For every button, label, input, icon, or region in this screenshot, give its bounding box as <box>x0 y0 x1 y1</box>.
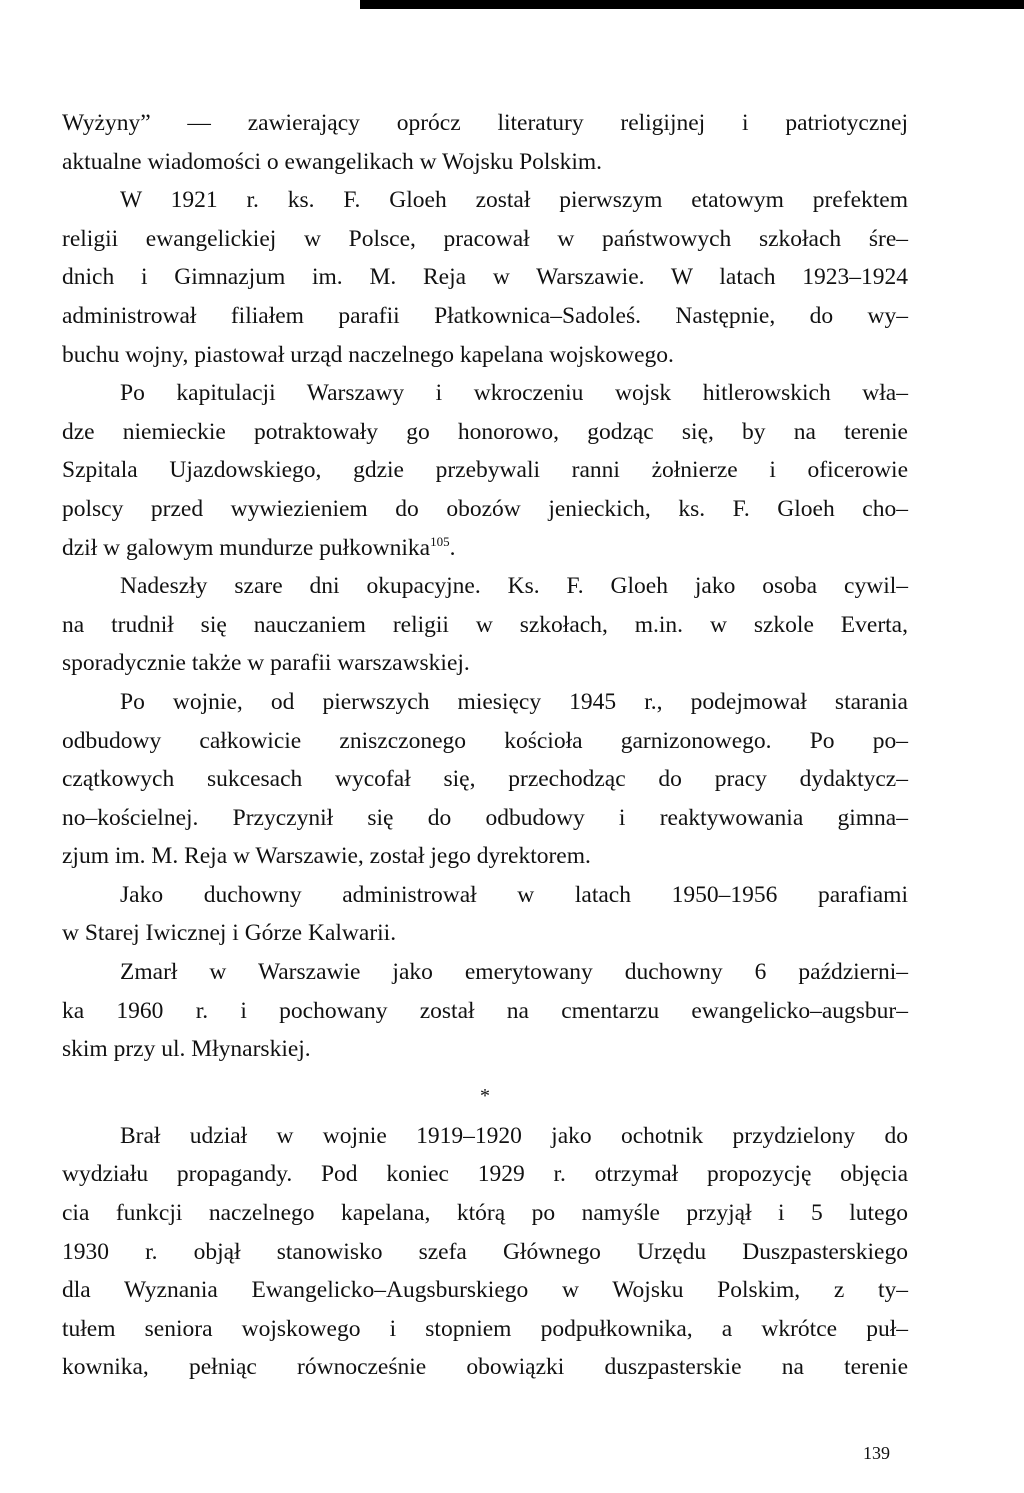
text-line: W 1921 r. ks. F. Gloeh został pierwszym etatowym prefektem <box>120 187 908 214</box>
section-separator: * <box>480 1084 490 1107</box>
text-line: skim przy ul. Młynarskiej. <box>62 1036 311 1063</box>
text-line: cia funkcji naczelnego kapelana, którą po namyśle przyjął i 5 lutego <box>62 1200 908 1227</box>
text-line: 1930 r. objął stanowisko szefa Głównego Urzędu Duszpasterskiego <box>62 1238 908 1265</box>
text-line: kownika, pełniąc równocześnie obowiązki duszpasterskie na terenie <box>62 1354 908 1381</box>
text-line: aktualne wiadomości o ewangelikach w Wojsku Polskim. <box>62 148 603 175</box>
text-line: czątkowych sukcesach wycofał się, przechodząc do pracy dydaktycz– <box>62 766 908 793</box>
text-line: Zmarł w Warszawie jako emerytowany duchowny 6 październi– <box>120 959 908 986</box>
text-line: Wyżyny” — zawierający oprócz literatury religijnej i patriotycznej <box>62 110 908 136</box>
text-line: Po wojnie, od pierwszych miesięcy 1945 r., podejmował starania <box>120 688 908 715</box>
text-line: polscy przed wywiezieniem do obozów jenieckich, ks. F. Gloeh cho– <box>62 495 908 522</box>
text-line: Brał udział w wojnie 1919–1920 jako ochotnik przydzielony do <box>120 1122 908 1149</box>
text-span: . <box>449 534 456 561</box>
text-line: Nadeszły szare dni okupacyjne. Ks. F. Gloeh jako osoba cywil– <box>120 573 908 600</box>
page-body <box>62 104 908 1387</box>
text-line: zjum im. M. Reja w Warszawie, został jego dyrektorem. <box>62 843 591 870</box>
text-line: tułem seniora wojskowego i stopniem podpułkownika, a wkrótce puł– <box>62 1315 908 1342</box>
top-scan-border <box>360 0 1024 9</box>
text-line: dnich i Gimnazjum im. M. Reja w Warszawie. W latach 1923–1924 <box>62 264 908 291</box>
text-line: buchu wojny, piastował urząd naczelnego kapelana wojskowego. <box>62 341 674 368</box>
footnote-marker: 105 <box>430 533 450 549</box>
text-line: Szpitala Ujazdowskiego, gdzie przebywali ranni żołnierze i oficerowie <box>62 457 908 484</box>
text-line: w Starej Iwicznej i Górze Kalwarii. <box>62 920 397 947</box>
text-line: administrował filiałem parafii Płatkownica–Sadoleś. Następnie, do wy– <box>62 302 908 329</box>
page-number: 139 <box>863 1443 890 1463</box>
text-line: no–kościelnej. Przyczynił się do odbudowy i reaktywowania gimna– <box>62 804 908 831</box>
text-line: ka 1960 r. i pochowany został na cmentarzu ewangelicko–augsbur– <box>62 997 908 1024</box>
text-line-with-footnote <box>62 529 908 568</box>
text-line: na trudnił się nauczaniem religii w szkołach, m.in. w szkole Everta, <box>62 611 908 638</box>
text-line: sporadycznie także w parafii warszawskiej. <box>62 650 470 677</box>
text-line: odbudowy całkowicie zniszczonego kościoła garnizonowego. Po po– <box>62 727 908 754</box>
text-line: dze niemieckie potraktowały go honorowo, godząc się, by na terenie <box>62 418 908 445</box>
text-line: Jako duchowny administrował w latach 1950–1956 parafiami <box>120 881 908 908</box>
text-line: dla Wyznania Ewangelicko–Augsburskiego w Wojsku Polskim, z ty– <box>62 1277 908 1304</box>
text-line: wydziału propagandy. Pod koniec 1929 r. otrzymał propozycję objęcia <box>62 1161 908 1188</box>
text-span: dził w galowym mundurze pułkownika <box>62 534 431 561</box>
text-line: religii ewangelickiej w Polsce, pracował w państwowych szkołach śre– <box>62 225 908 252</box>
text-line: Po kapitulacji Warszawy i wkroczeniu wojsk hitlerowskich wła– <box>120 380 908 407</box>
